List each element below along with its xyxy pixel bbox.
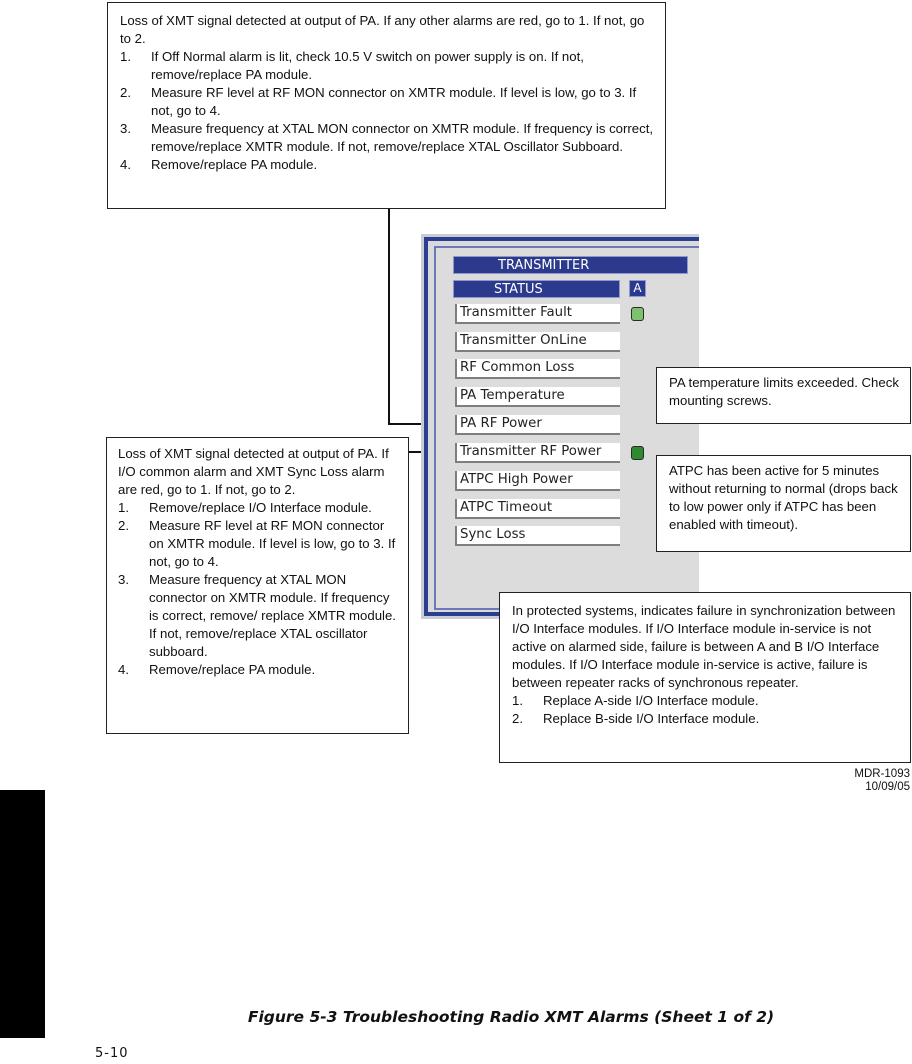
- drawing-number: MDR-1093: [854, 768, 910, 780]
- callout-step: 2. Measure RF level at RF MON connector on XMTR module. If level is low, go to 3. If not, go to 4.: [118, 518, 396, 569]
- panel-title: TRANSMITTER: [453, 256, 688, 274]
- callout-steps: [512, 692, 902, 728]
- callout-step: 3. Measure frequency at XTAL MON connector on XMTR module. If frequency is correct, remove/replace XMTR module. If not, remove/replace XTAL Oscillator Subboard.: [120, 121, 654, 154]
- callout-step: 3. Measure frequency at XTAL MON connector on XMTR module. If frequency is correct, remove/ replace XMTR module. If not, remove/replace XTAL oscillator subboard.: [118, 572, 396, 659]
- callout-steps: [118, 499, 400, 679]
- alarm-transmitter-online: Transmitter OnLine: [455, 332, 620, 352]
- callout-sync-loss: [499, 592, 911, 763]
- side-a-label: A: [629, 280, 646, 297]
- drawing-date: 10/09/05: [865, 781, 910, 793]
- callout-text: ATPC has been active for 5 minutes without returning to normal (drops back to low power only if ATPC has been enabled with timeout).: [669, 463, 898, 532]
- alarm-rf-common-loss: RF Common Loss: [455, 359, 620, 379]
- callout-pa-rf-power: [107, 2, 666, 209]
- alarm-sync-loss: Sync Loss: [455, 526, 620, 546]
- alarm-atpc-timeout: ATPC Timeout: [455, 499, 620, 519]
- callout-intro: In protected systems, indicates failure in synchronization between I/O Interface modules. If I/O Interface module in-service is not active on alarmed side, failure is between A and B I/O Interface modules. If I/O Interface module in-service is active, failure is between repeater racks of synchronous repeater.: [512, 603, 896, 690]
- callout-intro: Loss of XMT signal detected at output of PA. If I/O common alarm and XMT Sync Loss alarm are red, go to 1. If not, go to 2.: [118, 446, 389, 497]
- callout-steps: [120, 48, 655, 174]
- callout-step: 4. Remove/replace PA module.: [120, 157, 318, 172]
- callout-atpc-high-power: [656, 455, 911, 552]
- status-led-transmitter-fault: [631, 307, 644, 321]
- callout-step: 2. Measure RF level at RF MON connector on XMTR module. If level is low, go to 3. If not, go to 4.: [120, 85, 637, 118]
- status-led-transmitter-rf-power: [631, 446, 644, 460]
- callout-pa-temperature: [656, 367, 911, 424]
- callout-intro: Loss of XMT signal detected at output of PA. If any other alarms are red, go to 1. If not, go to 2.: [120, 13, 645, 46]
- alarm-atpc-high-power: ATPC High Power: [455, 471, 620, 491]
- callout-step: 1. If Off Normal alarm is lit, check 10.5 V switch on power supply is on. If not, remove/replace PA module.: [120, 49, 584, 82]
- callout-step: 1. Remove/replace I/O Interface module.: [118, 500, 372, 515]
- callout-transmitter-rf-power: [106, 437, 409, 734]
- section-tab: [0, 790, 45, 1038]
- callout-step: 1. Replace A-side I/O Interface module.: [512, 693, 759, 708]
- drawing-identifier: [854, 768, 910, 794]
- callout-step: 2. Replace B-side I/O Interface module.: [512, 711, 760, 726]
- alarm-transmitter-rf-power: Transmitter RF Power: [455, 443, 620, 463]
- callout-step: 4. Remove/replace PA module.: [118, 662, 316, 677]
- callout-text: PA temperature limits exceeded. Check mounting screws.: [669, 375, 899, 408]
- figure-caption: Figure 5-3 Troubleshooting Radio XMT Alarms (Sheet 1 of 2): [247, 1008, 775, 1026]
- alarm-transmitter-fault: Transmitter Fault: [455, 304, 620, 324]
- status-header: STATUS: [453, 280, 620, 298]
- page-number: 5-10: [95, 1046, 129, 1061]
- alarm-pa-rf-power: PA RF Power: [455, 415, 620, 435]
- alarm-pa-temperature: PA Temperature: [455, 387, 620, 407]
